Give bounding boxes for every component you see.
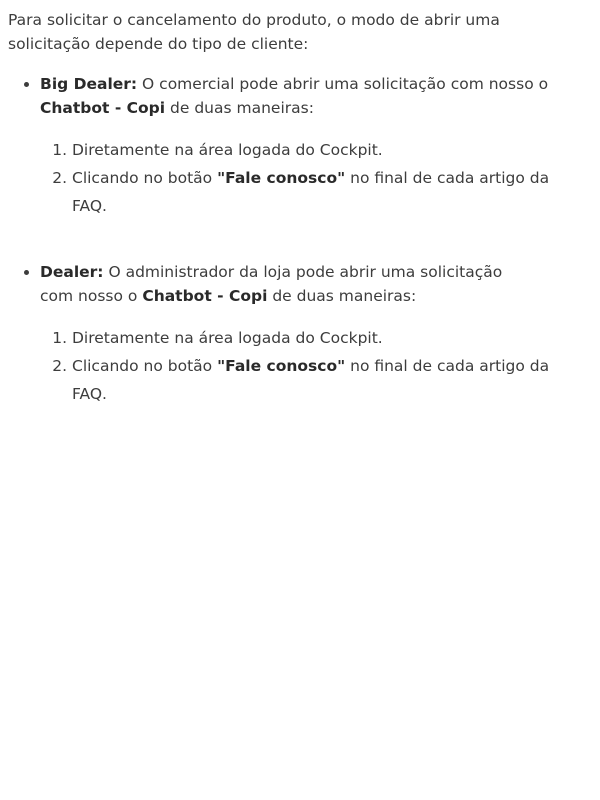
big-dealer-step-1-text: Diretamente na área logada do Cockpit. — [72, 141, 383, 159]
article-body — [0, 0, 581, 408]
list-item-dealer — [40, 260, 573, 408]
big-dealer-text-before: O comercial pode abrir uma solicitação com nosso o — [137, 75, 549, 93]
big-dealer-text-after: de duas maneiras: — [165, 99, 314, 117]
dealer-step-2-text-after: no final de cada artigo da FAQ. — [72, 357, 550, 403]
dealer-label: Dealer: — [40, 263, 104, 281]
dealer-description — [40, 260, 538, 308]
big-dealer-steps — [40, 136, 573, 220]
customer-type-list — [8, 72, 573, 408]
big-dealer-step-1 — [72, 136, 573, 164]
list-item-big-dealer — [40, 72, 573, 220]
big-dealer-step-2-text-before: Clicando no botão — [72, 169, 218, 187]
big-dealer-step-2-button-name: "Fale conosco" — [217, 169, 346, 187]
big-dealer-description — [40, 72, 568, 120]
dealer-steps — [40, 324, 573, 408]
dealer-step-1-text: Diretamente na área logada do Cockpit. — [72, 329, 383, 347]
dealer-step-2-text-before: Clicando no botão — [72, 357, 218, 375]
big-dealer-chatbot-name: Chatbot - Copi — [40, 99, 166, 117]
big-dealer-label: Big Dealer: — [40, 75, 138, 93]
dealer-step-2 — [72, 352, 573, 408]
dealer-text-before: O administrador da loja pode abrir uma solicitação com nosso o — [40, 263, 503, 305]
dealer-text-after: de duas maneiras: — [267, 287, 417, 305]
dealer-step-2-button-name: "Fale conosco" — [217, 357, 346, 375]
big-dealer-step-2-text-after: no final de cada artigo da FAQ. — [72, 169, 550, 215]
intro-paragraph: Para solicitar o cancelamento do produto, o modo de abrir uma solicitação depende do tipo de cliente: — [8, 11, 500, 53]
dealer-step-1 — [72, 324, 573, 352]
dealer-chatbot-name: Chatbot - Copi — [142, 287, 268, 305]
big-dealer-step-2 — [72, 164, 573, 220]
